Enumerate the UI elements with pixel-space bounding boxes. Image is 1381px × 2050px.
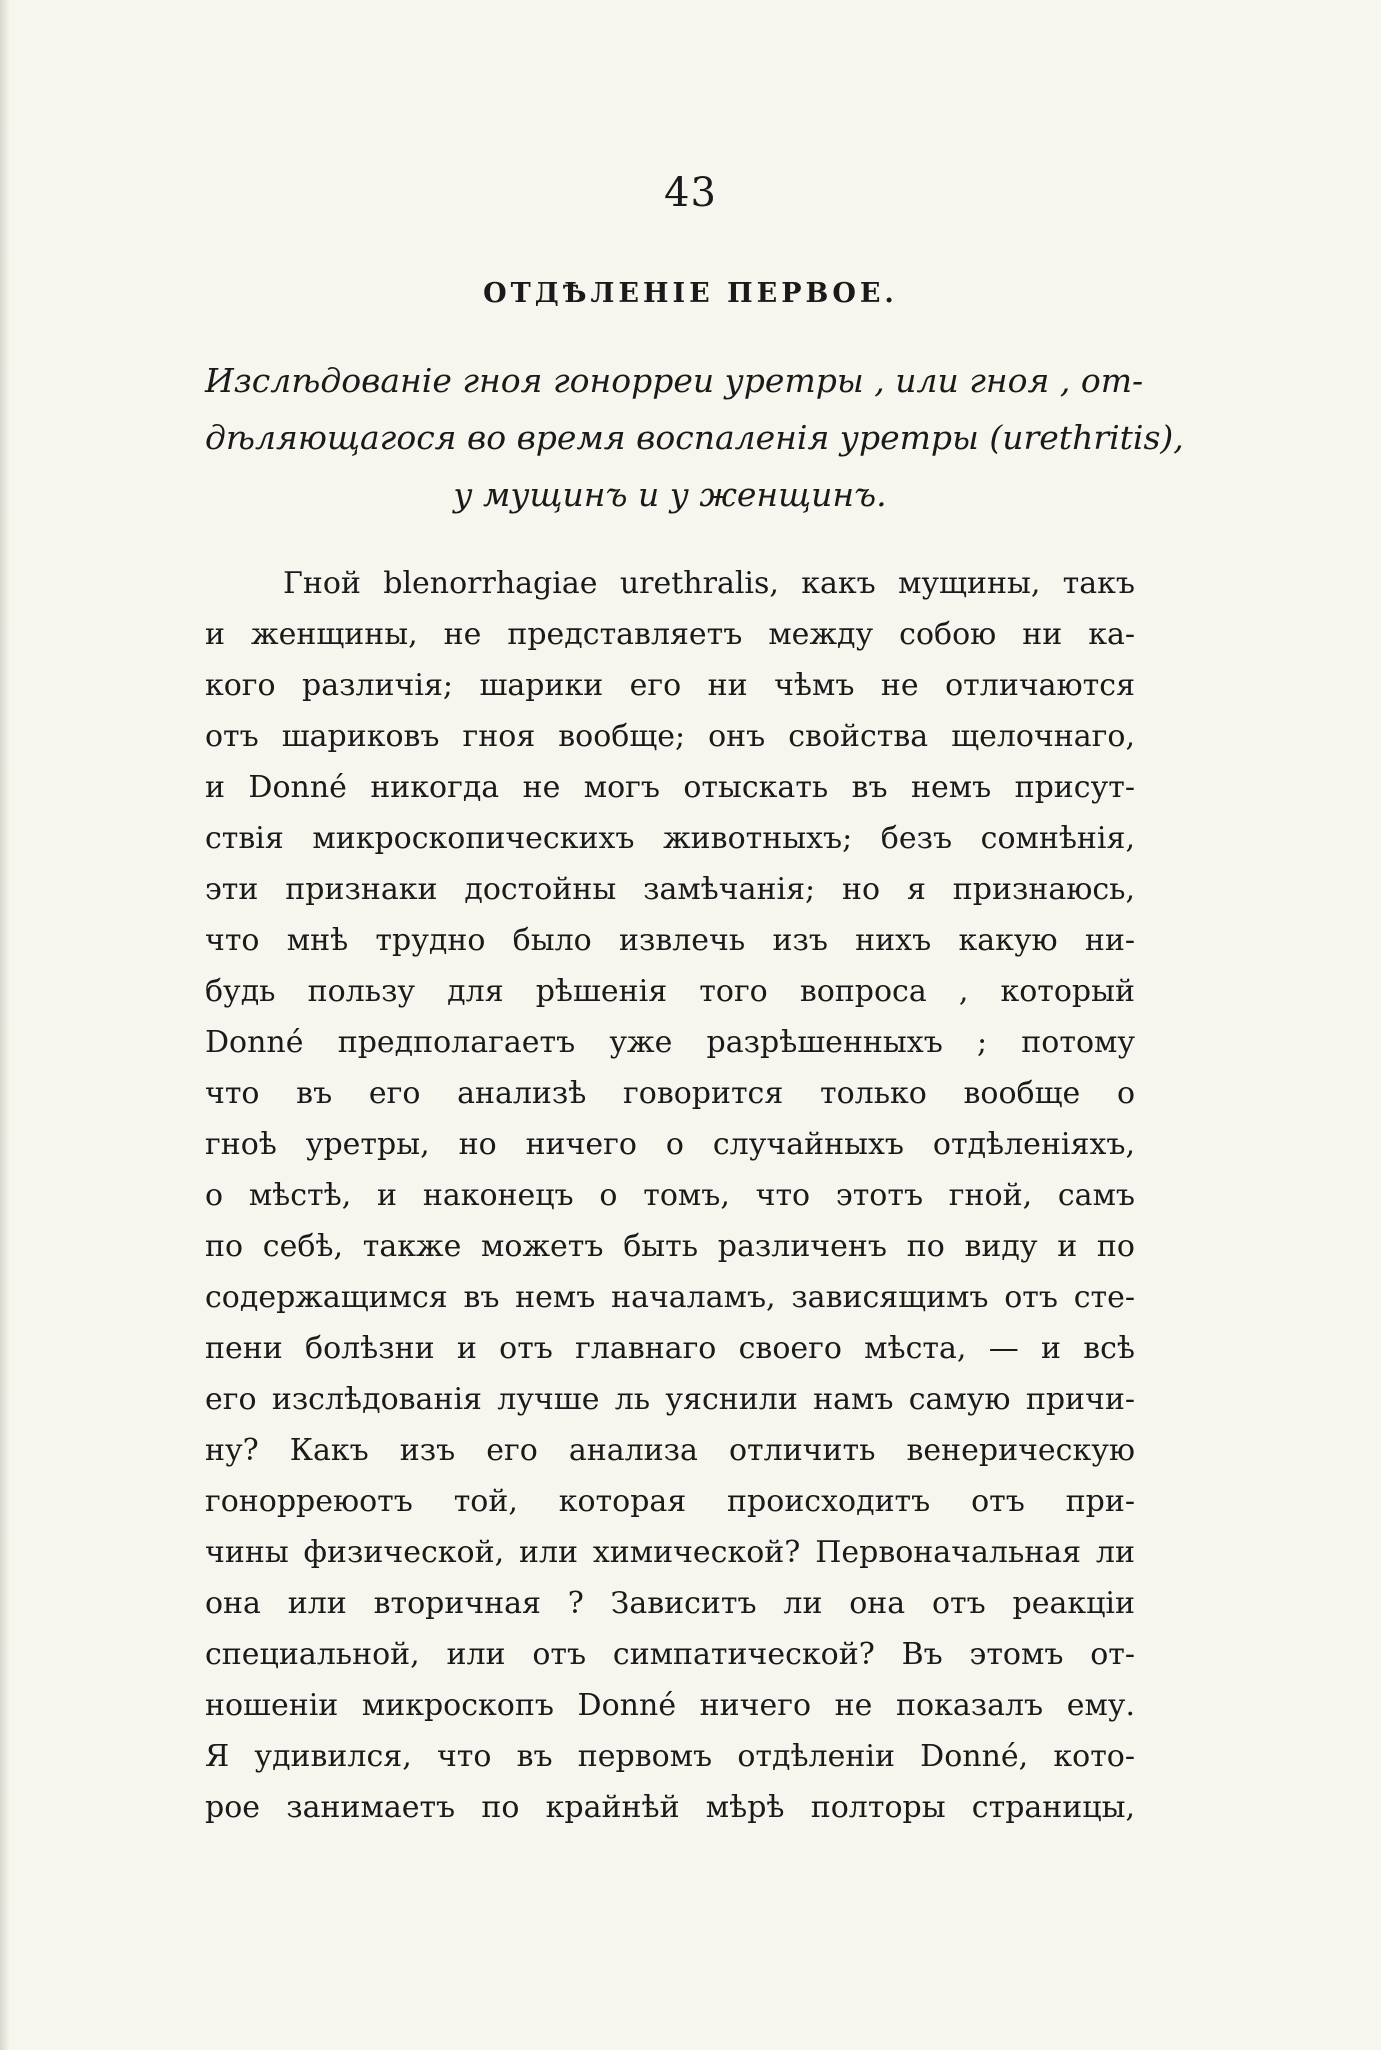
body-line: отъ шариковъ гноя вообще; онъ свойства щелочнаго, xyxy=(205,719,1135,754)
subtitle-line: Изслѣдованіе гноя гонорреи уретры , или гноя , от- xyxy=(205,361,1144,400)
body-line: гноѣ уретры, но ничего о случайныхъ отдѣленіяхъ, xyxy=(205,1127,1135,1162)
body-line: эти признаки достойны замѣчанія; но я признаюсь, xyxy=(205,872,1135,907)
body-line: что мнѣ трудно было извлечь изъ нихъ какую ни- xyxy=(205,923,1135,958)
body-line: будь пользу для рѣшенія того вопроса , который xyxy=(205,974,1135,1009)
body-line: и женщины, не представляетъ между собою ни ка- xyxy=(205,617,1135,652)
body-line: чины физической, или химической? Первоначальная ли xyxy=(205,1535,1135,1570)
subtitle-line: дѣляющагося во время воспаленія уретры (urethritis), xyxy=(205,418,1184,457)
page-number: 43 xyxy=(664,170,717,216)
body-line: гонорреюотъ той, которая происходитъ отъ при- xyxy=(205,1484,1135,1519)
body-line: по себѣ, также можетъ быть различенъ по виду и по xyxy=(205,1229,1135,1264)
body-line: его изслѣдованія лучше ль уяснили намъ самую причи- xyxy=(205,1382,1135,1417)
body-line: рое занимаетъ по крайнѣй мѣрѣ полторы страницы, xyxy=(205,1790,1135,1825)
body-line: Donné предполагаетъ уже разрѣшенныхъ ; потому xyxy=(205,1025,1135,1060)
body-line: Я удивился, что въ первомъ отдѣленіи Donné, кото- xyxy=(205,1739,1135,1774)
body-line: кого различія; шарики его ни чѣмъ не отличаются xyxy=(205,668,1135,703)
body-line: пени болѣзни и отъ главнаго своего мѣста, — и всѣ xyxy=(205,1331,1135,1366)
body-line: специальной, или отъ симпатической? Въ этомъ от- xyxy=(205,1637,1135,1672)
body-paragraph xyxy=(205,558,1135,1833)
body-line: ствія микроскопическихъ животныхъ; безъ сомнѣнія, xyxy=(205,821,1135,856)
body-line: о мѣстѣ, и наконецъ о томъ, что этотъ гной, самъ xyxy=(205,1178,1135,1213)
body-line: и Donné никогда не могъ отыскать въ немъ присут- xyxy=(205,770,1135,805)
body-line: она или вторичная ? Зависитъ ли она отъ реакціи xyxy=(205,1586,1135,1621)
section-subtitle xyxy=(205,352,1184,523)
section-heading: ОТДѢЛЕНІЕ ПЕРВОЕ. xyxy=(483,278,898,309)
body-line: ну? Какъ изъ его анализа отличить венерическую xyxy=(205,1433,1135,1468)
body-line: ношеніи микроскопъ Donné ничего не показалъ ему. xyxy=(205,1688,1135,1723)
body-line: Гной blenorrhagiae urethralis, какъ мущины, такъ xyxy=(283,566,1135,601)
body-line: содержащимся въ немъ началамъ, зависящимъ отъ сте- xyxy=(205,1280,1135,1315)
subtitle-line: у мущинъ и у женщинъ. xyxy=(453,475,887,514)
body-line: что въ его анализѣ говорится только вообще о xyxy=(205,1076,1135,1111)
